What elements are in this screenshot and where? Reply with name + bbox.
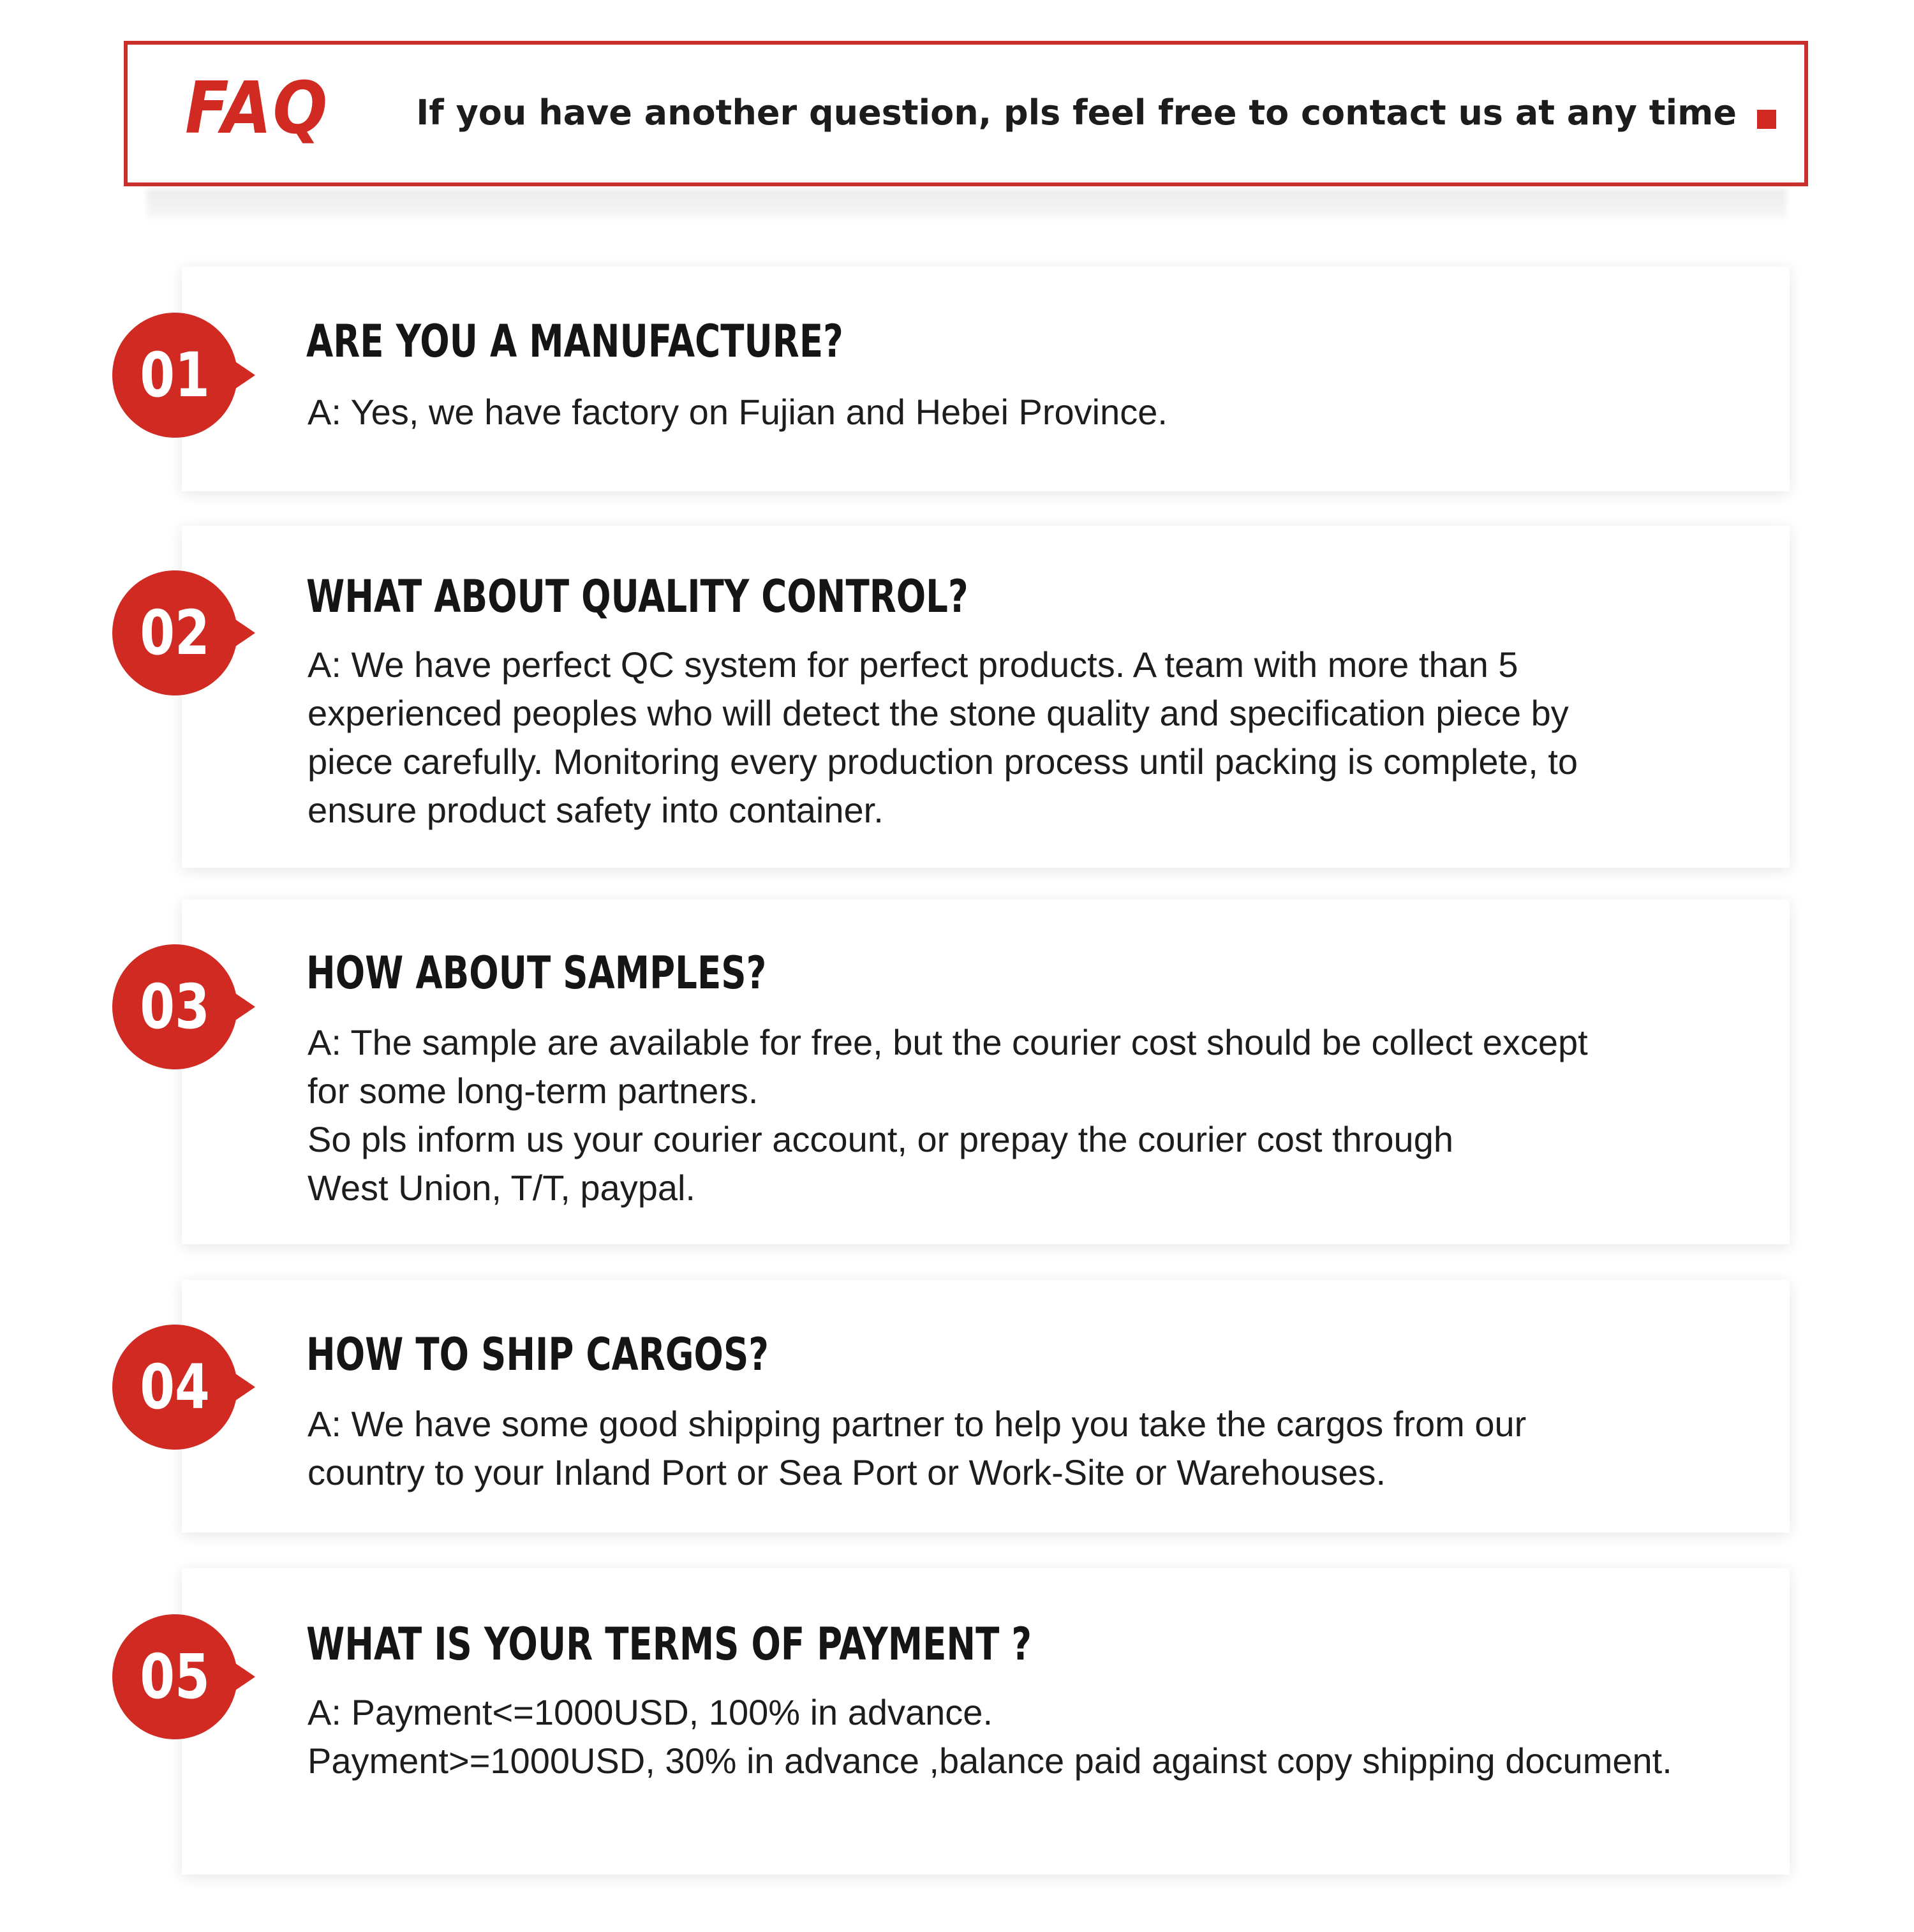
- faq-answer: [308, 1400, 1788, 1497]
- badge-pointer-icon: [227, 1658, 255, 1696]
- red-square-icon: [1757, 110, 1776, 129]
- faq-card-01: [182, 267, 1790, 491]
- faq-question: ARE YOU A MANUFACTURE?: [306, 315, 843, 368]
- faq-question: HOW ABOUT SAMPLES?: [306, 947, 767, 999]
- badge-number: 01: [140, 339, 210, 411]
- page-title: FAQ: [185, 67, 329, 150]
- faq-answer-line: for some long-term partners.: [308, 1071, 759, 1111]
- faq-card-03: [182, 900, 1790, 1244]
- badge-number: 05: [140, 1641, 210, 1713]
- badge-pointer-icon: [227, 356, 255, 394]
- faq-header: [124, 41, 1808, 186]
- header-shadow: [147, 189, 1786, 218]
- faq-answer-line: A: We have perfect QC system for perfect products. A team with more than 5: [308, 644, 1518, 685]
- faq-number-badge-02: [112, 570, 259, 698]
- faq-answer-line: A: Payment<=1000USD, 100% in advance.: [308, 1692, 993, 1732]
- faq-answer: [308, 1018, 1788, 1212]
- faq-card-05: [182, 1568, 1790, 1875]
- badge-pointer-icon: [227, 988, 255, 1026]
- faq-answer: [308, 1688, 1788, 1785]
- faq-number-badge-01: [112, 313, 259, 440]
- faq-answer-line: West Union, T/T, paypal.: [308, 1168, 695, 1208]
- faq-card-04: [182, 1280, 1790, 1533]
- badge-number: 02: [140, 597, 210, 669]
- faq-number-badge-05: [112, 1614, 259, 1742]
- badge-pointer-icon: [227, 1368, 255, 1406]
- faq-answer-line: experienced peoples who will detect the stone quality and specification piece by: [308, 693, 1569, 733]
- faq-answer-line: So pls inform us your courier account, or prepay the courier cost through: [308, 1119, 1453, 1159]
- faq-answer-line: ensure product safety into container.: [308, 790, 884, 830]
- contact-note: If you have another question, pls feel free to contact us at any time: [416, 93, 1737, 133]
- faq-question: WHAT ABOUT QUALITY CONTROL?: [306, 570, 968, 623]
- faq-card-02: [182, 526, 1790, 868]
- faq-answer-line: A: Yes, we have factory on Fujian and Hebei Province.: [308, 392, 1168, 432]
- faq-answer-line: A: We have some good shipping partner to help you take the cargos from our: [308, 1404, 1527, 1444]
- faq-number-badge-03: [112, 944, 259, 1072]
- faq-question: WHAT IS YOUR TERMS OF PAYMENT ?: [306, 1618, 1032, 1670]
- faq-number-badge-04: [112, 1325, 259, 1452]
- faq-answer-line: country to your Inland Port or Sea Port or Work-Site or Warehouses.: [308, 1452, 1386, 1492]
- faq-answer: [308, 388, 1788, 436]
- faq-answer: [308, 641, 1788, 835]
- faq-question: HOW TO SHIP CARGOS?: [306, 1328, 769, 1381]
- faq-answer-line: Payment>=1000USD, 30% in advance ,balance paid against copy shipping document.: [308, 1741, 1672, 1781]
- badge-number: 04: [140, 1351, 210, 1423]
- faq-answer-line: A: The sample are available for free, but the courier cost should be collect except: [308, 1022, 1588, 1062]
- badge-pointer-icon: [227, 614, 255, 652]
- faq-answer-line: piece carefully. Monitoring every production process until packing is complete, to: [308, 741, 1578, 782]
- badge-number: 03: [140, 971, 210, 1043]
